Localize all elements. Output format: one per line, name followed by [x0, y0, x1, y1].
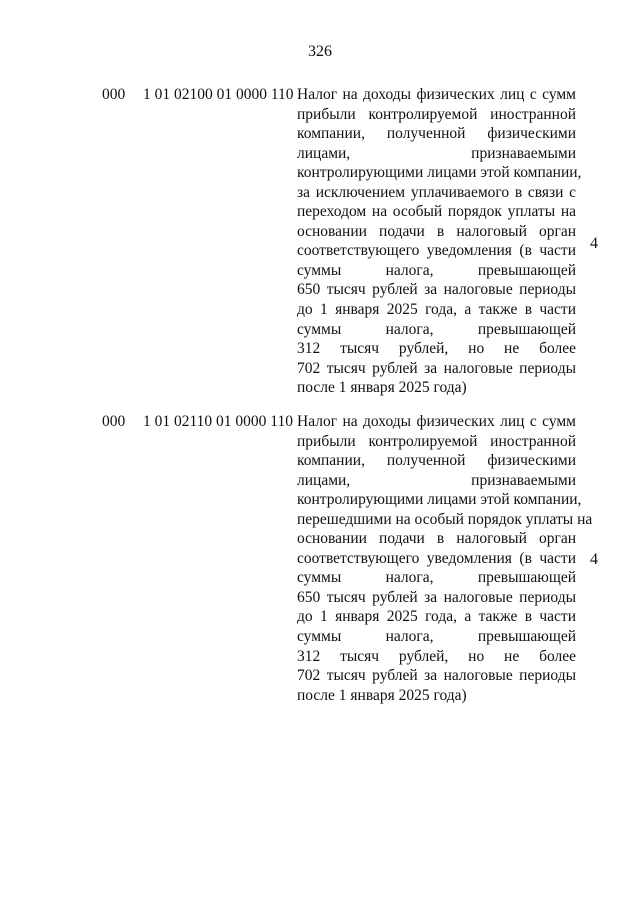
description-line: 650 тысяч рублей за налоговые периоды [297, 281, 576, 299]
description-line: переходом на особый порядок уплаты на [297, 203, 576, 221]
description-line: основании подачи в налоговый орган [297, 222, 576, 240]
description-line: после 1 января 2025 года) [297, 379, 467, 397]
description-line: лицами, признаваемыми [297, 144, 576, 162]
kbk-code: 1 01 02110 01 0000 110 [143, 413, 293, 430]
description-line: соответствующего уведомления (в части [297, 549, 576, 567]
description-line: компании, полученной физическими [297, 452, 576, 470]
description-line: основании подачи в налоговый орган [297, 530, 576, 548]
admin-code: 000 [102, 86, 126, 103]
description-line: лицами, признаваемыми [297, 471, 576, 489]
page-number: 326 [308, 43, 332, 60]
description-line: 312 тысяч рублей, но не более [297, 340, 576, 358]
description-line: до 1 января 2025 года, а также в части [297, 301, 576, 319]
description-line: за исключением уплачиваемого в связи с [297, 183, 576, 201]
kbk-code: 1 01 02100 01 0000 110 [143, 86, 294, 103]
description-line: 312 тысяч рублей, но не более [297, 647, 576, 665]
description-line: суммы налога, превышающей [297, 628, 576, 646]
description-line: прибыли контролируемой иностранной [297, 432, 576, 450]
description-line: суммы налога, превышающей [297, 569, 576, 587]
description-line: до 1 января 2025 года, а также в части [297, 608, 576, 626]
description-line: суммы налога, превышающей [297, 320, 576, 338]
revenue-description [297, 85, 582, 398]
description-line: 650 тысяч рублей за налоговые периоды [297, 588, 576, 606]
description-line: компании, полученной физическими [297, 125, 576, 143]
norm-value: 4 [590, 551, 598, 568]
description-line: суммы налога, превышающей [297, 261, 576, 279]
description-line: соответствующего уведомления (в части [297, 242, 576, 260]
description-line: Налог на доходы физических лиц с сумм [297, 86, 576, 103]
description-line: прибыли контролируемой иностранной [297, 105, 576, 123]
description-line: после 1 января 2025 года) [297, 686, 467, 704]
description-line: 702 тысяч рублей за налоговые периоды [297, 667, 576, 685]
description-line: Налог на доходы физических лиц с сумм [297, 413, 576, 430]
description-line: 702 тысяч рублей за налоговые периоды [297, 359, 576, 377]
norm-value: 4 [590, 235, 598, 252]
admin-code: 000 [102, 413, 126, 430]
revenue-description [297, 412, 593, 705]
description-line: контролирующими лицами этой компании, [297, 164, 582, 182]
description-line: контролирующими лицами этой компании, [297, 491, 582, 509]
description-line: перешедшими на особый порядок уплаты на [297, 510, 593, 528]
